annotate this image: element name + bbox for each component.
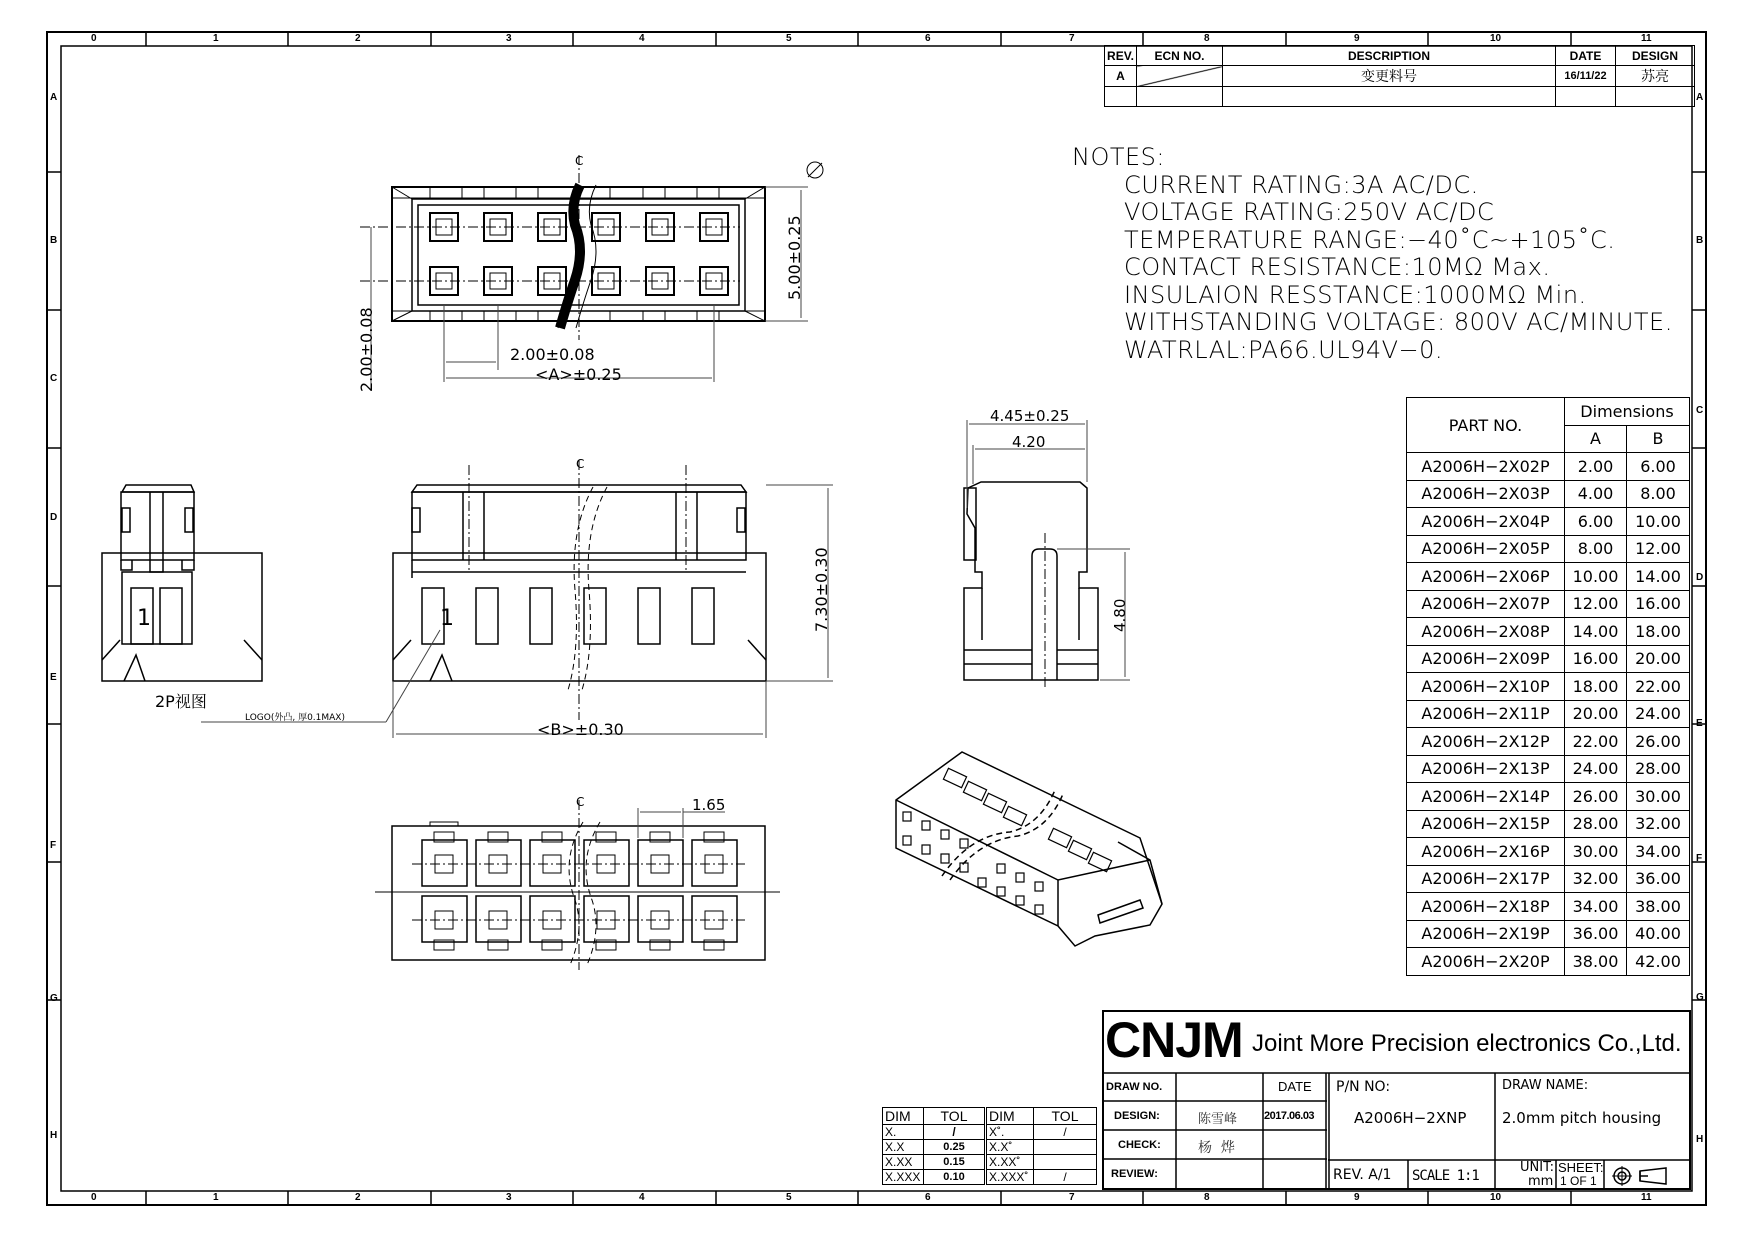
design-date: 2017.06.03	[1264, 1110, 1315, 1122]
zone-col-bottom-7: 7	[1069, 1192, 1075, 1203]
notes-block	[1072, 144, 1673, 364]
table-row	[1407, 865, 1690, 893]
table-row	[1407, 535, 1690, 563]
part-no: A2006H−2X08P	[1407, 618, 1565, 646]
dim-a: 14.00	[1565, 618, 1627, 646]
dim-a: 22.00	[1565, 728, 1627, 756]
rev-value: A	[1105, 66, 1137, 87]
part-no-header: PART NO.	[1407, 398, 1565, 453]
rev-header: REV.	[1105, 46, 1137, 66]
revision-row	[1105, 66, 1695, 87]
tol-value: /	[924, 1125, 986, 1140]
tol-dim: X˚.	[986, 1125, 1034, 1140]
zone-col-bottom-5: 5	[786, 1192, 792, 1203]
top-vertical-pitch-dimension: 2.00±0.08	[357, 307, 376, 392]
table-row	[1407, 948, 1690, 976]
zone-row-b-right: B	[1696, 235, 1704, 246]
zone-row-e: E	[50, 672, 57, 683]
zone-col-5: 5	[786, 33, 792, 44]
table-row	[1407, 590, 1690, 618]
tol-value: 0.15	[924, 1155, 986, 1170]
dim-a: 18.00	[1565, 673, 1627, 701]
front-view	[201, 457, 833, 739]
tol-dim: X.X	[883, 1140, 924, 1155]
note-contact-resistance: CONTACT RESISTANCE:10MΩ Max.	[1124, 253, 1551, 281]
zone-col-bottom-11: 11	[1641, 1192, 1652, 1203]
dim-a: 32.00	[1565, 865, 1627, 893]
top-a-dimension: <A>±0.25	[535, 365, 622, 384]
table-row	[1407, 755, 1690, 783]
company-name: Joint More Precision electronics Co.,Ltd.	[1252, 1030, 1682, 1057]
dim-b: 12.00	[1627, 535, 1690, 563]
table-row	[1407, 563, 1690, 591]
sheet-label: SHEET:	[1558, 1160, 1604, 1175]
dim-a: 2.00	[1565, 453, 1627, 481]
company-logo: CNJM	[1105, 1012, 1243, 1068]
part-no: A2006H−2X09P	[1407, 645, 1565, 673]
pn-value: A2006H−2XNP	[1354, 1109, 1467, 1127]
tol-dim: X.XX	[883, 1155, 924, 1170]
part-no: A2006H−2X07P	[1407, 590, 1565, 618]
note-current-rating: CURRENT RATING:3A AC/DC.	[1124, 170, 1479, 199]
revision-value: REV. A/1	[1333, 1167, 1392, 1183]
zone-col-bottom-10: 10	[1490, 1192, 1502, 1203]
dim-b: 14.00	[1627, 563, 1690, 591]
zone-col-1: 1	[213, 33, 219, 44]
draw-no-label: DRAW NO.	[1106, 1081, 1163, 1093]
tol-value: 0.25	[924, 1140, 986, 1155]
top-view	[357, 154, 823, 392]
notes-heading: NOTES:	[1072, 143, 1165, 171]
zone-row-e-right: E	[1696, 718, 1703, 729]
bottom-pitch-dimension: 1.65	[692, 796, 726, 814]
date-value: 16/11/22	[1556, 66, 1616, 87]
front-b-dimension: <B>±0.30	[537, 720, 624, 739]
tol-dim: X.XXX˚	[986, 1170, 1034, 1185]
design-value: 苏亮	[1616, 66, 1695, 87]
third-angle-projection-icon	[1610, 1164, 1690, 1188]
zone-col-6: 6	[925, 33, 931, 44]
part-no: A2006H−2X20P	[1407, 948, 1565, 976]
centerline-label-bottom: C	[576, 795, 585, 809]
side-inner-dimension: 4.20	[1012, 433, 1046, 451]
zone-row-d-right: D	[1696, 572, 1704, 583]
dim-b: 16.00	[1627, 590, 1690, 618]
isometric-view	[896, 752, 1162, 946]
zone-col-9: 9	[1354, 33, 1360, 44]
dim-b: 28.00	[1627, 755, 1690, 783]
part-no: A2006H−2X13P	[1407, 755, 1565, 783]
dim-a: 12.00	[1565, 590, 1627, 618]
dim-b: 6.00	[1627, 453, 1690, 481]
description-header: DESCRIPTION	[1223, 46, 1556, 66]
dim-b: 40.00	[1627, 920, 1690, 948]
zone-col-bottom-4: 4	[639, 1192, 645, 1203]
table-row	[1407, 700, 1690, 728]
zone-row-c: C	[50, 373, 58, 384]
zone-row-a: A	[50, 92, 58, 103]
two-pin-view	[102, 485, 262, 681]
tol-tol-header: TOL	[924, 1108, 986, 1125]
tolerance-row	[883, 1155, 1097, 1170]
tolerance-table	[882, 1107, 1097, 1185]
pn-label: P/N NO:	[1336, 1079, 1391, 1095]
dim-b: 22.00	[1627, 673, 1690, 701]
tol-value: 0.10	[924, 1170, 986, 1185]
zone-col-10: 10	[1490, 33, 1502, 44]
table-row	[1407, 453, 1690, 481]
part-no: A2006H−2X18P	[1407, 893, 1565, 921]
dimensions-header: Dimensions	[1565, 398, 1690, 426]
table-row	[1407, 783, 1690, 811]
zone-row-h: H	[50, 1130, 58, 1141]
description-value: 变更料号	[1223, 66, 1556, 87]
dim-a: 34.00	[1565, 893, 1627, 921]
zone-col-bottom-6: 6	[925, 1192, 931, 1203]
zone-col-bottom-2: 2	[355, 1192, 361, 1203]
front-height-dimension: 7.30±0.30	[812, 547, 831, 632]
tol-dim-header: DIM	[883, 1108, 924, 1125]
dim-b: 10.00	[1627, 508, 1690, 536]
unit-value: mm	[1528, 1174, 1554, 1189]
dim-a: 38.00	[1565, 948, 1627, 976]
draw-name-value: 2.0mm pitch housing	[1502, 1109, 1662, 1127]
centerline-label: C	[575, 154, 584, 168]
note-material: WATRLAL:PA66.UL94V−0.	[1124, 335, 1444, 364]
dim-a: 16.00	[1565, 645, 1627, 673]
dim-a: 8.00	[1565, 535, 1627, 563]
zone-row-h-right: H	[1696, 1134, 1704, 1145]
dim-a: 26.00	[1565, 783, 1627, 811]
table-row	[1407, 673, 1690, 701]
bottom-view	[375, 795, 780, 970]
revision-table	[1104, 45, 1695, 107]
dim-a: 10.00	[1565, 563, 1627, 591]
zone-col-bottom-8: 8	[1204, 1192, 1210, 1203]
dim-b: 32.00	[1627, 810, 1690, 838]
part-no: A2006H−2X16P	[1407, 838, 1565, 866]
zone-row-b: B	[50, 235, 58, 246]
revision-header-row	[1105, 46, 1695, 66]
dim-a: 20.00	[1565, 700, 1627, 728]
table-row	[1407, 810, 1690, 838]
design-header: DESIGN	[1616, 46, 1695, 66]
tol-dim: X.XX˚	[986, 1155, 1034, 1170]
dim-b: 36.00	[1627, 865, 1690, 893]
part-no: A2006H−2X02P	[1407, 453, 1565, 481]
tolerance-row	[883, 1140, 1097, 1155]
zone-col-bottom-9: 9	[1354, 1192, 1360, 1203]
dim-a: 28.00	[1565, 810, 1627, 838]
revision-empty-row	[1105, 87, 1695, 107]
table-row	[1407, 893, 1690, 921]
top-height-dimension: 5.00±0.25	[785, 215, 804, 300]
dim-b: 38.00	[1627, 893, 1690, 921]
table-row	[1407, 838, 1690, 866]
table-row	[1407, 618, 1690, 646]
checker-name: 杨 烨	[1198, 1140, 1235, 1156]
part-no: A2006H−2X12P	[1407, 728, 1565, 756]
scale-value: SCALE 1:1	[1412, 1168, 1479, 1184]
note-withstanding-voltage: WITHSTANDING VOLTAGE: 800V AC/MINUTE.	[1124, 308, 1673, 336]
part-no: A2006H−2X14P	[1407, 783, 1565, 811]
tol-value: /	[1034, 1170, 1097, 1185]
table-row	[1407, 508, 1690, 536]
part-no: A2006H−2X05P	[1407, 535, 1565, 563]
tolerance-row	[883, 1125, 1097, 1140]
date-header: DATE	[1556, 46, 1616, 66]
tol-dim-header-right: DIM	[986, 1108, 1034, 1125]
col-b-header: B	[1627, 425, 1690, 453]
zone-col-0: 0	[91, 33, 97, 44]
zone-col-bottom-1: 1	[213, 1192, 219, 1203]
pin-one-marker: 1	[440, 606, 454, 631]
zone-col-11: 11	[1641, 33, 1652, 44]
date-label: DATE	[1278, 1079, 1312, 1094]
zone-row-c-right: C	[1696, 405, 1704, 416]
table-row	[1407, 480, 1690, 508]
ecn-header: ECN NO.	[1137, 46, 1223, 66]
note-temperature-range: TEMPERATURE RANGE:−40˚C~+105˚C.	[1124, 225, 1616, 254]
ecn-value	[1137, 66, 1223, 87]
part-no: A2006H−2X04P	[1407, 508, 1565, 536]
table-row	[1407, 645, 1690, 673]
zone-row-g: G	[50, 993, 58, 1004]
tol-dim: X.X˚	[986, 1140, 1034, 1155]
dim-a: 30.00	[1565, 838, 1627, 866]
part-no: A2006H−2X19P	[1407, 920, 1565, 948]
tol-value	[1034, 1155, 1097, 1170]
part-no: A2006H−2X15P	[1407, 810, 1565, 838]
zone-row-a-right: A	[1696, 92, 1704, 103]
zone-row-f-right: F	[1696, 853, 1703, 864]
zone-col-8: 8	[1204, 33, 1210, 44]
projection-symbol-icon	[807, 162, 823, 178]
zone-col-bottom-0: 0	[91, 1192, 97, 1203]
dim-a: 24.00	[1565, 755, 1627, 783]
dim-a: 4.00	[1565, 480, 1627, 508]
dim-b: 26.00	[1627, 728, 1690, 756]
zone-row-f: F	[50, 840, 57, 851]
zone-col-4: 4	[639, 33, 645, 44]
tol-value	[1034, 1140, 1097, 1155]
sheet-value: 1 OF 1	[1560, 1174, 1597, 1188]
dim-a: 6.00	[1565, 508, 1627, 536]
note-insulation-resistance: INSULAION RESSTANCE:1000MΩ Min.	[1124, 280, 1587, 309]
col-a-header: A	[1565, 425, 1627, 453]
dim-b: 30.00	[1627, 783, 1690, 811]
two-pin-view-label: 2P视图	[155, 692, 207, 711]
table-row	[1407, 920, 1690, 948]
tol-dim: X.XXX	[883, 1170, 924, 1185]
zone-row-g-right: G	[1696, 992, 1704, 1003]
zone-col-bottom-3: 3	[506, 1192, 512, 1203]
part-no: A2006H−2X11P	[1407, 700, 1565, 728]
top-pitch-dimension: 2.00±0.08	[510, 345, 595, 364]
design-label: DESIGN:	[1114, 1110, 1160, 1122]
side-height-dimension: 4.80	[1111, 598, 1129, 632]
pin-one-marker-2p: 1	[137, 606, 151, 631]
dim-b: 8.00	[1627, 480, 1690, 508]
zone-col-7: 7	[1069, 33, 1075, 44]
review-label: REVIEW:	[1111, 1168, 1158, 1180]
parts-header-row	[1407, 398, 1690, 426]
dim-b: 24.00	[1627, 700, 1690, 728]
side-outer-dimension: 4.45±0.25	[990, 407, 1070, 425]
side-view	[964, 407, 1130, 690]
unit-label: UNIT:	[1520, 1160, 1554, 1175]
note-voltage-rating: VOLTAGE RATING:250V AC/DC	[1124, 198, 1495, 226]
tol-tol-header-right: TOL	[1034, 1108, 1097, 1125]
designer-name: 陈雪峰	[1198, 1112, 1238, 1127]
part-no: A2006H−2X17P	[1407, 865, 1565, 893]
tol-dim: X.	[883, 1125, 924, 1140]
logo-note: LOGO(外凸, 厚0.1MAX)	[245, 713, 345, 723]
tolerance-header-row	[883, 1108, 1097, 1125]
dim-b: 42.00	[1627, 948, 1690, 976]
parts-dimensions-table	[1406, 397, 1690, 976]
tolerance-row	[883, 1170, 1097, 1185]
dim-b: 18.00	[1627, 618, 1690, 646]
centerline-label-front: C	[576, 457, 585, 471]
tol-value: /	[1034, 1125, 1097, 1140]
zone-col-2: 2	[355, 33, 361, 44]
part-no: A2006H−2X03P	[1407, 480, 1565, 508]
zone-row-d: D	[50, 512, 58, 523]
check-label: CHECK:	[1118, 1139, 1161, 1151]
zone-col-3: 3	[506, 33, 512, 44]
dim-a: 36.00	[1565, 920, 1627, 948]
table-row	[1407, 728, 1690, 756]
dim-b: 34.00	[1627, 838, 1690, 866]
part-no: A2006H−2X10P	[1407, 673, 1565, 701]
part-no: A2006H−2X06P	[1407, 563, 1565, 591]
draw-name-label: DRAW NAME:	[1502, 1078, 1589, 1093]
dim-b: 20.00	[1627, 645, 1690, 673]
